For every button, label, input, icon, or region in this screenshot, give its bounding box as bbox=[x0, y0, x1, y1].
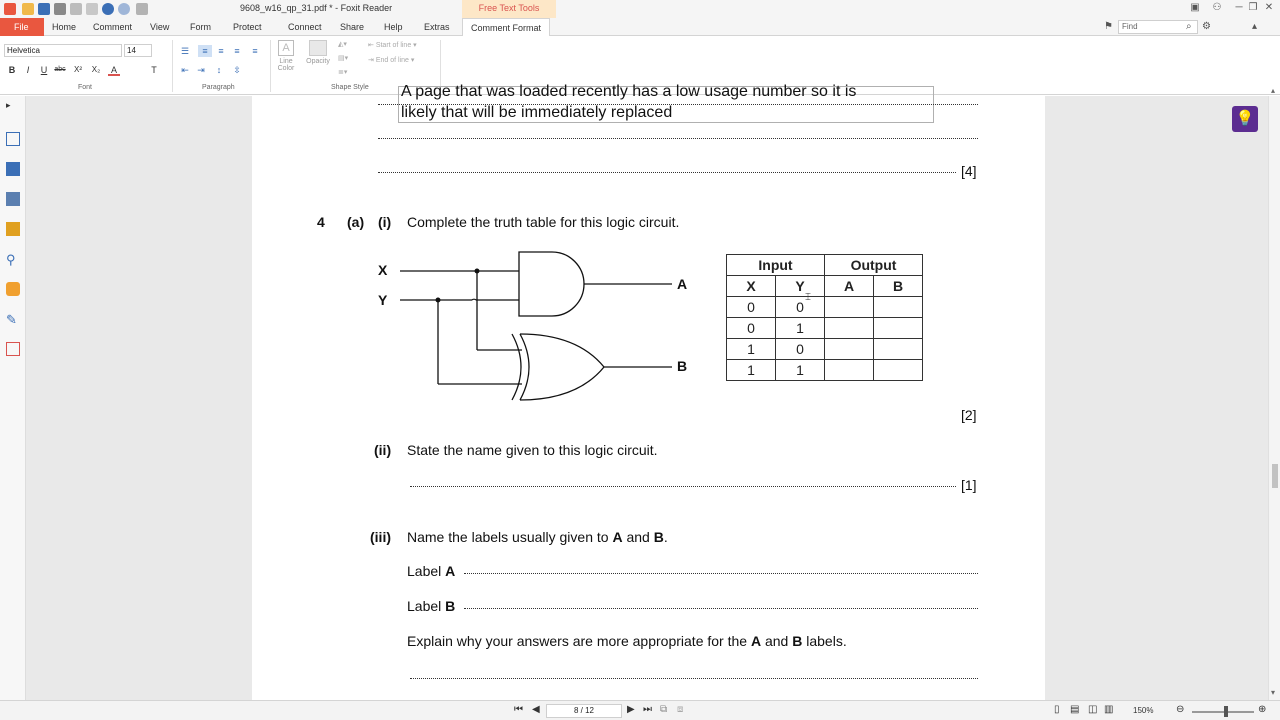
marks-q4ai: [2] bbox=[961, 407, 977, 423]
superscript-button[interactable]: X² bbox=[74, 65, 82, 74]
ribbon-separator bbox=[172, 40, 173, 92]
underline-button[interactable]: U bbox=[40, 65, 48, 75]
line-color-icon: A bbox=[278, 40, 294, 56]
line-color-button[interactable] bbox=[276, 40, 296, 72]
open-icon[interactable] bbox=[22, 3, 34, 15]
app-logo-icon[interactable] bbox=[4, 3, 16, 15]
answer-cell[interactable] bbox=[874, 297, 923, 318]
table-cell: 0 bbox=[727, 297, 776, 318]
column-header: Y bbox=[776, 276, 825, 297]
attachment-icon[interactable]: ⚲ bbox=[6, 252, 16, 267]
annotation-line-2: likely that will be immediately replaced bbox=[401, 104, 673, 121]
answer-line bbox=[378, 171, 956, 173]
logic-circuit-diagram bbox=[372, 246, 702, 406]
table-cell: 1 bbox=[776, 360, 825, 381]
border-style-icon[interactable]: ▤▾ bbox=[338, 55, 349, 62]
lock-icon[interactable] bbox=[6, 282, 20, 296]
continuous-view-icon[interactable]: ▤ bbox=[1070, 704, 1080, 715]
minimize-icon[interactable]: ─ bbox=[1235, 2, 1243, 13]
zoom-out-icon[interactable]: ⊖ bbox=[1176, 704, 1185, 715]
tab-protect[interactable]: Protect bbox=[233, 22, 262, 32]
find-options-icon[interactable]: ⚑ bbox=[1104, 21, 1113, 32]
table-group-header: Output bbox=[825, 255, 923, 276]
question-subpart-label: (i) bbox=[378, 214, 392, 230]
page-number-input[interactable]: 8 / 12 bbox=[546, 704, 622, 718]
navigation-panel bbox=[0, 96, 26, 700]
table-cell: 1 bbox=[776, 318, 825, 339]
tab-file[interactable]: File bbox=[0, 18, 44, 36]
signature-icon[interactable] bbox=[6, 342, 20, 356]
table-cell: 0 bbox=[727, 318, 776, 339]
gear-icon[interactable]: ⚙ bbox=[1202, 21, 1211, 32]
restore-panels-icon[interactable]: ▣ bbox=[1190, 2, 1200, 13]
find-input[interactable]: Find bbox=[1118, 20, 1198, 34]
table-cell: 1 bbox=[727, 360, 776, 381]
answer-cell[interactable] bbox=[874, 339, 923, 360]
opacity-icon bbox=[309, 40, 327, 56]
user-icon[interactable]: ⚇ bbox=[1212, 2, 1222, 13]
continuous-facing-view-icon[interactable]: ▥ bbox=[1104, 704, 1114, 715]
zoom-level[interactable]: 150% bbox=[1133, 706, 1154, 715]
question-text-part: labels. bbox=[802, 633, 847, 649]
first-page-icon[interactable]: ⏮ bbox=[514, 704, 523, 715]
answer-cell[interactable] bbox=[825, 318, 874, 339]
justify-icon[interactable]: ≡ bbox=[252, 46, 258, 56]
scroll-up-icon[interactable]: ▴ bbox=[1271, 86, 1276, 95]
opacity-button[interactable] bbox=[304, 40, 332, 65]
align-right-icon[interactable]: ≡ bbox=[234, 46, 240, 56]
align-center-icon[interactable]: ≡ bbox=[218, 46, 224, 56]
indent-left-icon[interactable]: ⇤ bbox=[181, 65, 189, 75]
strikethrough-button[interactable]: abc bbox=[54, 66, 66, 73]
question-text-part: Name the labels usually given to bbox=[407, 529, 613, 545]
question-subpart-label: (iii) bbox=[370, 529, 391, 545]
email-icon[interactable] bbox=[70, 3, 82, 15]
zoom-slider[interactable] bbox=[1192, 711, 1254, 713]
close-icon[interactable]: ✕ bbox=[1264, 2, 1274, 13]
question-text-part: B bbox=[792, 633, 803, 649]
indent-right-icon[interactable]: ⇥ bbox=[197, 65, 205, 75]
table-row bbox=[727, 297, 923, 318]
font-family-select[interactable]: Helvetica bbox=[4, 44, 122, 57]
tab-help[interactable]: Help bbox=[384, 22, 403, 32]
table-cell: 0 bbox=[776, 297, 825, 318]
end-of-line-label: End of line bbox=[375, 57, 409, 64]
comments-icon[interactable] bbox=[6, 192, 20, 206]
table-cell: 1 bbox=[727, 339, 776, 360]
answer-cell[interactable] bbox=[874, 318, 923, 339]
table-cell: 0 bbox=[776, 339, 825, 360]
marks-q3: [4] bbox=[961, 163, 977, 179]
junction-dot bbox=[475, 269, 480, 274]
opacity-label: Opacity bbox=[306, 58, 330, 65]
annotation-line-1: A page that was loaded recently has a low usage number so it is bbox=[401, 83, 857, 100]
tab-extras[interactable]: Extras bbox=[424, 22, 450, 32]
bookmarks-icon[interactable] bbox=[6, 222, 20, 236]
paragraph-spacing-icon[interactable]: ⇳ bbox=[233, 65, 241, 75]
redo-icon[interactable] bbox=[118, 3, 130, 15]
table-row bbox=[727, 318, 923, 339]
tab-comment[interactable]: Comment bbox=[93, 22, 133, 32]
undo-icon[interactable] bbox=[102, 3, 114, 15]
previous-page-icon[interactable]: ◀ bbox=[532, 704, 540, 715]
search-icon[interactable]: ⌕ bbox=[1186, 21, 1192, 32]
answer-line bbox=[464, 607, 978, 609]
tab-home[interactable]: Home bbox=[52, 22, 77, 32]
page-layout-icon[interactable]: ⧉ bbox=[660, 704, 668, 715]
label-b-line bbox=[407, 598, 455, 614]
scrollbar-thumb[interactable] bbox=[1272, 464, 1278, 488]
tab-form[interactable]: Form bbox=[190, 22, 211, 32]
font-color-button[interactable]: A bbox=[108, 64, 120, 76]
save-icon[interactable] bbox=[38, 3, 50, 15]
vertical-scrollbar[interactable] bbox=[1268, 86, 1280, 700]
answer-cell[interactable] bbox=[874, 360, 923, 381]
text-cursor-icon: ⌶ bbox=[805, 292, 811, 303]
question-text-part: and bbox=[761, 633, 793, 649]
font-group-label: Font bbox=[78, 84, 93, 91]
context-tab-group-label: Free Text Tools bbox=[462, 0, 556, 18]
label-letter: A bbox=[445, 563, 456, 579]
answer-cell[interactable] bbox=[825, 339, 874, 360]
question-text-part: and bbox=[622, 529, 654, 545]
ribbon-collapse-icon[interactable]: ▴ bbox=[1252, 21, 1258, 32]
circuit-output-b: B bbox=[677, 358, 688, 374]
answer-line bbox=[464, 572, 978, 574]
question-part-label: (a) bbox=[347, 214, 365, 230]
table-row bbox=[727, 360, 923, 381]
start-of-line-label: Start of line bbox=[375, 42, 412, 49]
align-left-icon[interactable]: ≡ bbox=[198, 45, 212, 57]
ribbon-separator bbox=[270, 40, 271, 92]
question-text: Complete the truth table for this logic circuit. bbox=[407, 214, 680, 230]
page-thumbnails-icon[interactable] bbox=[6, 132, 20, 146]
table-row bbox=[727, 339, 923, 360]
column-header: X bbox=[727, 276, 776, 297]
answer-line bbox=[410, 485, 956, 487]
shape-style-group-label: Shape Style bbox=[331, 84, 369, 91]
font-size-select[interactable]: 14 bbox=[124, 44, 152, 57]
expand-panel-icon[interactable]: ▸ bbox=[6, 100, 11, 110]
layers-icon[interactable] bbox=[6, 162, 20, 176]
maximize-icon[interactable]: ❐ bbox=[1248, 2, 1258, 13]
bold-button[interactable]: B bbox=[8, 65, 16, 75]
subscript-button[interactable]: X₂ bbox=[91, 65, 101, 74]
question-text bbox=[407, 633, 847, 649]
tools-icon[interactable]: ✎ bbox=[6, 312, 17, 327]
junction-dot bbox=[436, 298, 441, 303]
table-group-header: Input bbox=[727, 255, 825, 276]
answer-line bbox=[410, 677, 978, 679]
column-header: B bbox=[874, 276, 923, 297]
title-bar bbox=[0, 0, 1280, 18]
label-prefix: Label bbox=[407, 563, 446, 579]
question-text bbox=[407, 529, 668, 545]
question-text-part: . bbox=[663, 529, 668, 545]
print-icon[interactable] bbox=[54, 3, 66, 15]
paragraph-group-label: Paragraph bbox=[202, 84, 235, 91]
question-number: 4 bbox=[317, 214, 325, 230]
tab-share[interactable]: Share bbox=[340, 22, 365, 32]
question-text-part: Explain why your answers are more appropriate for the bbox=[407, 633, 751, 649]
question-text-part: A bbox=[612, 529, 623, 545]
tab-comment-format[interactable]: Comment Format bbox=[462, 18, 550, 37]
tab-connect[interactable]: Connect bbox=[288, 22, 322, 32]
question-subpart-label: (ii) bbox=[374, 442, 392, 458]
question-text: State the name given to this logic circuit. bbox=[407, 442, 658, 458]
answer-line bbox=[378, 137, 978, 139]
circuit-input-y: Y bbox=[378, 292, 388, 308]
last-page-icon[interactable]: ⏭ bbox=[643, 704, 652, 715]
hand-tool-icon[interactable] bbox=[136, 3, 148, 15]
answer-cell[interactable] bbox=[825, 297, 874, 318]
tab-view[interactable]: View bbox=[150, 22, 170, 32]
status-bar bbox=[0, 700, 1280, 720]
answer-line bbox=[378, 103, 978, 105]
facing-pages-icon[interactable]: ⧈ bbox=[677, 704, 684, 715]
end-of-line-select[interactable]: ⇥ End of line ▾ bbox=[368, 57, 415, 64]
settings-icon[interactable] bbox=[86, 3, 98, 15]
circuit-input-x: X bbox=[378, 262, 388, 278]
zoom-slider-handle[interactable] bbox=[1224, 706, 1228, 717]
label-prefix: Label bbox=[407, 598, 446, 614]
zoom-in-icon[interactable]: ⊕ bbox=[1258, 704, 1267, 715]
lightbulb-icon[interactable]: 💡 bbox=[1232, 106, 1258, 132]
label-letter: B bbox=[445, 598, 456, 614]
text-style-button[interactable]: T bbox=[151, 65, 157, 75]
line-color-label: Line Color bbox=[277, 58, 295, 72]
fill-color-icon[interactable]: ◭▾ bbox=[338, 41, 347, 48]
italic-button[interactable]: I bbox=[26, 65, 30, 75]
next-page-icon[interactable]: ▶ bbox=[627, 704, 635, 715]
truth-table bbox=[726, 254, 923, 381]
column-header: A bbox=[825, 276, 874, 297]
border-width-icon[interactable]: ≣▾ bbox=[338, 69, 348, 76]
single-page-view-icon[interactable]: ▯ bbox=[1054, 704, 1060, 715]
window-title: 9608_w16_qp_31.pdf * - Foxit Reader bbox=[240, 3, 393, 13]
ribbon-tabs bbox=[0, 18, 1280, 36]
circuit-output-a: A bbox=[677, 276, 688, 292]
marks-q4aii: [1] bbox=[961, 477, 977, 493]
label-a-line bbox=[407, 563, 455, 579]
facing-view-icon[interactable]: ◫ bbox=[1088, 704, 1098, 715]
start-of-line-select[interactable]: ⇤ Start of line ▾ bbox=[368, 42, 417, 49]
question-text-part: A bbox=[750, 633, 762, 649]
answer-cell[interactable] bbox=[825, 360, 874, 381]
question-text-part: B bbox=[653, 529, 664, 545]
scroll-down-icon[interactable]: ▾ bbox=[1271, 688, 1276, 697]
line-spacing-icon[interactable]: ↕ bbox=[216, 65, 222, 75]
bullets-icon[interactable]: ☰ bbox=[180, 46, 190, 56]
